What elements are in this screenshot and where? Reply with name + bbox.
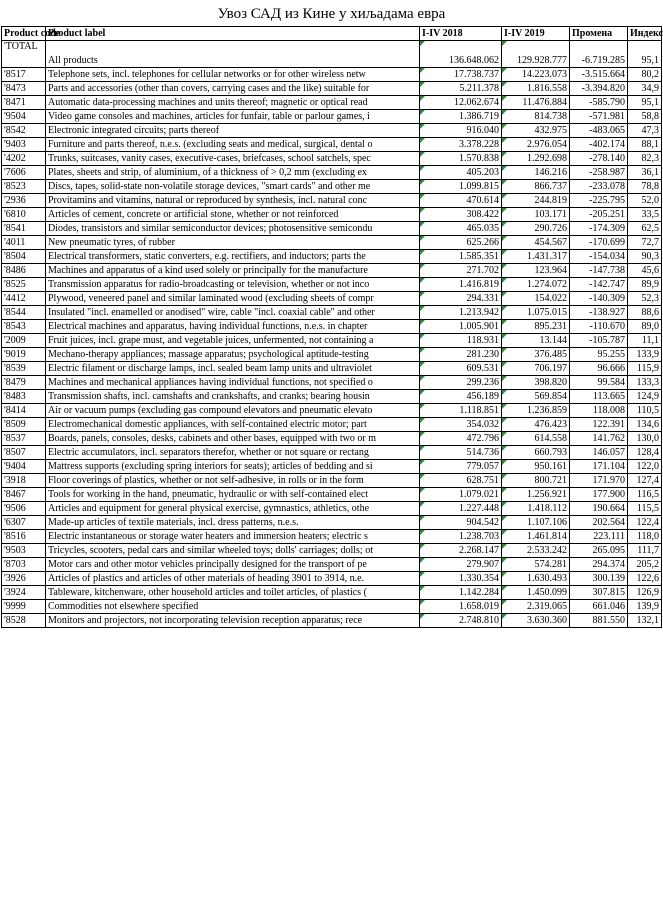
header-index[interactable]: Индекс [628,27,662,41]
table-row [2,348,662,362]
change-cell[interactable]: -110.670 [570,320,628,334]
table-row [2,68,662,82]
label-cell[interactable]: Discs, tapes, solid-state non-volatile storage devices, "smart cards" and other me [46,180,420,194]
value-2019-cell[interactable]: 706.197 [502,362,570,376]
value-2018-cell[interactable]: 1.238.703 [420,530,502,544]
table-row [2,110,662,124]
index-cell[interactable]: 11,1 [628,334,662,348]
code-cell[interactable]: '8544 [2,306,46,320]
change-cell[interactable]: 202.564 [570,516,628,530]
value-2019-cell[interactable]: 244.819 [502,194,570,208]
value-2019-cell[interactable]: 614.558 [502,432,570,446]
value-2019-cell[interactable]: 895.231 [502,320,570,334]
value-2018-cell[interactable]: 456.189 [420,390,502,404]
table-row [2,250,662,264]
change-cell[interactable]: 294.374 [570,558,628,572]
index-cell[interactable]: 139,9 [628,600,662,614]
value-2018-cell[interactable]: 470.614 [420,194,502,208]
value-2018-cell[interactable]: 1.416.819 [420,278,502,292]
table-row [2,558,662,572]
index-cell[interactable]: 122,6 [628,572,662,586]
change-cell[interactable]: -483.065 [570,124,628,138]
value-2018-cell[interactable]: 294.331 [420,292,502,306]
label-cell[interactable]: Electric filament or discharge lamps, incl. sealed beam lamp units and ultraviolet [46,362,420,376]
table-row [2,544,662,558]
index-cell[interactable]: 118,0 [628,530,662,544]
change-cell[interactable]: -170.699 [570,236,628,250]
table-row [2,502,662,516]
value-2018-cell[interactable]: 1.118.851 [420,404,502,418]
table-row [2,572,662,586]
change-cell[interactable]: -154.034 [570,250,628,264]
value-2018-cell[interactable]: 354.032 [420,418,502,432]
change-cell[interactable]: 171.104 [570,460,628,474]
value-2019-cell[interactable]: 1.256.921 [502,488,570,502]
change-cell[interactable]: -225.795 [570,194,628,208]
index-cell[interactable]: 126,9 [628,586,662,600]
label-cell[interactable]: Electrical machines and apparatus, having individual functions, n.e.s. in chapter [46,320,420,334]
value-2019-cell[interactable]: 454.567 [502,236,570,250]
value-2019-cell[interactable]: 1.236.859 [502,404,570,418]
value-2018-cell[interactable]: 916.040 [420,124,502,138]
change-cell[interactable]: -571.981 [570,110,628,124]
code-cell[interactable]: '2936 [2,194,46,208]
index-cell[interactable]: 80,2 [628,68,662,82]
table-row [2,138,662,152]
value-2019-cell[interactable]: 13.144 [502,334,570,348]
value-2019-cell[interactable]: 1.450.099 [502,586,570,600]
value-2019-cell[interactable]: 476.423 [502,418,570,432]
index-cell[interactable]: 78,8 [628,180,662,194]
change-cell[interactable]: 190.664 [570,502,628,516]
value-2018-cell[interactable]: 1.585.351 [420,250,502,264]
value-2018-cell[interactable]: 1.099.815 [420,180,502,194]
index-cell[interactable]: 62,5 [628,222,662,236]
index-cell[interactable]: 110,5 [628,404,662,418]
table-row [2,600,662,614]
value-2018-cell[interactable]: 628.751 [420,474,502,488]
label-cell[interactable]: Motor cars and other motor vehicles principally designed for the transport of pe [46,558,420,572]
value-2019-cell[interactable]: 432.975 [502,124,570,138]
value-2018-cell[interactable]: 609.531 [420,362,502,376]
code-cell[interactable]: '6307 [2,516,46,530]
label-cell[interactable]: Telephone sets, incl. telephones for cellular networks or for other wireless netw [46,68,420,82]
table-row [2,418,662,432]
code-cell[interactable]: '8528 [2,614,46,628]
value-2019-cell[interactable]: 800.721 [502,474,570,488]
code-cell[interactable]: '8509 [2,418,46,432]
value-2019-cell[interactable]: 1.274.072 [502,278,570,292]
import-table [1,26,662,628]
label-cell[interactable]: Made-up articles of textile materials, incl. dress patterns, n.e.s. [46,516,420,530]
code-cell[interactable]: '8483 [2,390,46,404]
value-2019-cell[interactable]: 1.292.698 [502,152,570,166]
table-row [2,614,662,628]
code-cell[interactable]: '8539 [2,362,46,376]
label-cell[interactable]: Air or vacuum pumps (excluding gas compound elevators and pneumatic elevato [46,404,420,418]
code-cell[interactable]: '9504 [2,110,46,124]
label-cell[interactable]: Plywood, veneered panel and similar laminated wood (excluding sheets of compr [46,292,420,306]
label-cell[interactable]: Articles and equipment for general physical exercise, gymnastics, athletics, othe [46,502,420,516]
code-cell[interactable]: '8507 [2,446,46,460]
label-cell[interactable]: Fruit juices, incl. grape must, and vegetable juices, unfermented, not containing a [46,334,420,348]
index-cell[interactable]: 95,1 [628,41,662,68]
index-cell[interactable]: 52,3 [628,292,662,306]
change-cell[interactable]: -140.309 [570,292,628,306]
value-2018-cell[interactable]: 5.211.378 [420,82,502,96]
value-2019-cell[interactable]: 1.816.558 [502,82,570,96]
value-2018-cell[interactable]: 2.268.147 [420,544,502,558]
change-cell[interactable]: 265.095 [570,544,628,558]
value-2018-cell[interactable]: 779.057 [420,460,502,474]
value-2018-cell[interactable]: 1.213.942 [420,306,502,320]
label-cell[interactable]: Electrical transformers, static converters, e.g. rectifiers, and inductors; parts the [46,250,420,264]
code-cell[interactable]: '3926 [2,572,46,586]
index-cell[interactable]: 89,0 [628,320,662,334]
index-cell[interactable]: 205,2 [628,558,662,572]
label-cell[interactable]: Provitamins and vitamins, natural or reproduced by synthesis, incl. natural conc [46,194,420,208]
code-cell[interactable]: '3924 [2,586,46,600]
value-2018-cell[interactable]: 1.658.019 [420,600,502,614]
index-cell[interactable]: 133,9 [628,348,662,362]
code-cell[interactable]: '8471 [2,96,46,110]
code-cell[interactable]: '8479 [2,376,46,390]
value-2018-cell[interactable]: 625.266 [420,236,502,250]
code-cell[interactable]: 'TOTAL [2,41,46,68]
header-row [2,27,662,41]
index-cell[interactable]: 111,7 [628,544,662,558]
change-cell[interactable]: -233.078 [570,180,628,194]
value-2018-cell[interactable]: 465.035 [420,222,502,236]
table-row [2,530,662,544]
change-cell[interactable]: 99.584 [570,376,628,390]
table-row [2,362,662,376]
code-cell[interactable]: '7606 [2,166,46,180]
header-i-iv-2018[interactable]: I-IV 2018 [420,27,502,41]
index-cell[interactable]: 133,3 [628,376,662,390]
table-row [2,166,662,180]
code-cell[interactable]: '9403 [2,138,46,152]
table-row [2,124,662,138]
value-2018-cell[interactable]: 1.005.901 [420,320,502,334]
value-2019-cell[interactable]: 569.854 [502,390,570,404]
table-row [2,488,662,502]
label-cell[interactable]: Tricycles, scooters, pedal cars and similar wheeled toys; dolls' carriages; dolls; ot [46,544,420,558]
code-cell[interactable]: '8517 [2,68,46,82]
table-row [2,320,662,334]
header-product-code[interactable]: Product code [2,27,46,41]
index-cell[interactable]: 115,9 [628,362,662,376]
label-cell[interactable]: Transmission apparatus for radio-broadcasting or television, whether or not inco [46,278,420,292]
value-2019-cell[interactable]: 2.533.242 [502,544,570,558]
value-2019-cell[interactable]: 11.476.884 [502,96,570,110]
label-cell[interactable]: Articles of cement, concrete or artificial stone, whether or not reinforced [46,208,420,222]
label-cell[interactable]: Plates, sheets and strip, of aluminium, of a thickness of > 0,2 mm (excluding ex [46,166,420,180]
label-cell[interactable]: Mechano-therapy appliances; massage apparatus; psychological aptitude-testing [46,348,420,362]
label-cell[interactable]: Tableware, kitchenware, other household articles and toilet articles, of plastics ( [46,586,420,600]
header-product-label[interactable]: Product label [46,27,420,41]
value-2018-cell[interactable]: 1.227.448 [420,502,502,516]
value-2019-cell[interactable]: 376.485 [502,348,570,362]
index-cell[interactable]: 36,1 [628,166,662,180]
code-cell[interactable]: '8414 [2,404,46,418]
table-row [2,96,662,110]
change-cell[interactable]: -3.515.664 [570,68,628,82]
label-cell[interactable]: Electric accumulators, incl. separators therefor, whether or not square or rectang [46,446,420,460]
label-cell[interactable]: Transmission shafts, incl. camshafts and crankshafts, and cranks; bearing housin [46,390,420,404]
code-cell[interactable]: '9506 [2,502,46,516]
value-2019-cell[interactable]: 123.964 [502,264,570,278]
label-cell[interactable]: Parts and accessories (other than covers, carrying cases and the like) suitable for [46,82,420,96]
code-cell[interactable]: '9404 [2,460,46,474]
index-cell[interactable]: 82,3 [628,152,662,166]
label-cell[interactable]: Furniture and parts thereof, n.e.s. (excluding seats and medical, surgical, dental o [46,138,420,152]
index-cell[interactable]: 122,4 [628,516,662,530]
index-cell[interactable]: 130,0 [628,432,662,446]
value-2018-cell[interactable]: 118.931 [420,334,502,348]
value-2019-cell[interactable]: 146.216 [502,166,570,180]
table-row [2,208,662,222]
value-2018-cell[interactable]: 1.079.021 [420,488,502,502]
label-cell[interactable]: Electromechanical domestic appliances, with self-contained electric motor; part [46,418,420,432]
value-2018-cell[interactable]: 279.907 [420,558,502,572]
change-cell[interactable]: 118.008 [570,404,628,418]
table-row [2,474,662,488]
change-cell[interactable]: -585.790 [570,96,628,110]
label-cell[interactable]: Electronic integrated circuits; parts thereof [46,124,420,138]
label-cell[interactable]: Trunks, suitcases, vanity cases, executive-cases, briefcases, school satchels, spec [46,152,420,166]
value-2018-cell[interactable]: 2.748.810 [420,614,502,628]
change-cell[interactable]: -258.987 [570,166,628,180]
change-cell[interactable]: -278.140 [570,152,628,166]
change-cell[interactable]: -147.738 [570,264,628,278]
change-cell[interactable]: -205.251 [570,208,628,222]
code-cell[interactable]: '6810 [2,208,46,222]
value-2019-cell[interactable]: 3.630.360 [502,614,570,628]
value-2018-cell[interactable]: 1.330.354 [420,572,502,586]
code-cell[interactable]: '8541 [2,222,46,236]
index-cell[interactable]: 132,1 [628,614,662,628]
change-cell[interactable]: 307.815 [570,586,628,600]
value-2019-cell[interactable]: 660.793 [502,446,570,460]
index-cell[interactable]: 45,6 [628,264,662,278]
index-cell[interactable]: 122,0 [628,460,662,474]
change-cell[interactable]: 95.255 [570,348,628,362]
value-2019-cell[interactable]: 866.737 [502,180,570,194]
code-cell[interactable]: '4011 [2,236,46,250]
table-body [2,41,662,628]
value-2018-cell[interactable]: 271.702 [420,264,502,278]
change-cell[interactable]: 300.139 [570,572,628,586]
code-cell[interactable]: '9503 [2,544,46,558]
index-cell[interactable]: 88,1 [628,138,662,152]
table-row [2,516,662,530]
value-2019-cell[interactable]: 1.630.493 [502,572,570,586]
value-2019-cell[interactable]: 290.726 [502,222,570,236]
change-cell[interactable]: -142.747 [570,278,628,292]
value-2019-cell[interactable]: 814.738 [502,110,570,124]
label-cell[interactable]: Machines and mechanical appliances having individual functions, not specified o [46,376,420,390]
label-cell[interactable]: Insulated "incl. enamelled or anodised" wire, cable "incl. coaxial cable" and other [46,306,420,320]
value-2019-cell[interactable]: 154.022 [502,292,570,306]
page-title: Увоз САД из Кине у хиљадама евра [217,6,446,22]
change-cell[interactable]: 661.046 [570,600,628,614]
table-row [2,390,662,404]
code-cell[interactable]: '9999 [2,600,46,614]
change-cell[interactable]: 122.391 [570,418,628,432]
index-cell[interactable]: 88,6 [628,306,662,320]
value-2019-cell[interactable]: 14.223.073 [502,68,570,82]
table-row [2,432,662,446]
value-2019-cell[interactable]: 398.820 [502,376,570,390]
index-cell[interactable]: 128,4 [628,446,662,460]
table-row [2,236,662,250]
value-2019-cell[interactable]: 574.281 [502,558,570,572]
label-cell[interactable]: Floor coverings of plastics, whether or not self-adhesive, in rolls or in the form [46,474,420,488]
table-row [2,82,662,96]
code-cell[interactable]: '8486 [2,264,46,278]
code-cell[interactable]: '4412 [2,292,46,306]
change-cell[interactable]: -174.309 [570,222,628,236]
index-cell[interactable]: 90,3 [628,250,662,264]
label-cell[interactable]: Machines and apparatus of a kind used solely or principally for the manufacture [46,264,420,278]
value-2018-cell[interactable]: 1.142.284 [420,586,502,600]
label-cell[interactable]: Boards, panels, consoles, desks, cabinets and other bases, equipped with two or m [46,432,420,446]
value-2018-cell[interactable]: 904.542 [420,516,502,530]
index-cell[interactable]: 127,4 [628,474,662,488]
change-cell[interactable]: -3.394.820 [570,82,628,96]
index-cell[interactable]: 34,9 [628,82,662,96]
change-cell[interactable]: -402.174 [570,138,628,152]
code-cell[interactable]: '8523 [2,180,46,194]
label-cell[interactable]: Articles of plastics and articles of other materials of heading 3901 to 3914, n.e. [46,572,420,586]
index-cell[interactable]: 116,5 [628,488,662,502]
change-cell[interactable]: -6.719.285 [570,41,628,68]
change-cell[interactable]: 141.762 [570,432,628,446]
code-cell[interactable]: '9019 [2,348,46,362]
value-2019-cell[interactable]: 1.075.015 [502,306,570,320]
change-cell[interactable]: 223.111 [570,530,628,544]
index-cell[interactable]: 33,5 [628,208,662,222]
value-2018-cell[interactable]: 514.736 [420,446,502,460]
table-row [2,152,662,166]
label-cell[interactable]: All products [46,41,420,68]
index-cell[interactable]: 134,6 [628,418,662,432]
table-row [2,586,662,600]
code-cell[interactable]: '8504 [2,250,46,264]
change-cell[interactable]: 177.900 [570,488,628,502]
index-cell[interactable]: 52,0 [628,194,662,208]
label-cell[interactable]: Automatic data-processing machines and units thereof; magnetic or optical read [46,96,420,110]
code-cell[interactable]: '8542 [2,124,46,138]
value-2019-cell[interactable]: 950.161 [502,460,570,474]
code-cell[interactable]: '2009 [2,334,46,348]
value-2018-cell[interactable]: 17.738.737 [420,68,502,82]
value-2018-cell[interactable]: 3.378.228 [420,138,502,152]
index-cell[interactable]: 58,8 [628,110,662,124]
change-cell[interactable]: -105.787 [570,334,628,348]
code-cell[interactable]: '8473 [2,82,46,96]
change-cell[interactable]: 881.550 [570,614,628,628]
table-row [2,264,662,278]
value-2018-cell[interactable]: 1.570.838 [420,152,502,166]
value-2018-cell[interactable]: 136.648.062 [420,41,502,68]
code-cell[interactable]: '8467 [2,488,46,502]
table-row [2,180,662,194]
value-2019-cell[interactable]: 1.431.317 [502,250,570,264]
label-cell[interactable]: Electric instantaneous or storage water heaters and immersion heaters; electric s [46,530,420,544]
label-cell[interactable]: Tools for working in the hand, pneumatic, hydraulic or with self-contained elect [46,488,420,502]
code-cell[interactable]: '8703 [2,558,46,572]
value-2018-cell[interactable]: 281.230 [420,348,502,362]
value-2019-cell[interactable]: 103.171 [502,208,570,222]
label-cell[interactable]: Mattress supports (excluding spring interiors for seats); articles of bedding and si [46,460,420,474]
value-2019-cell[interactable]: 2.319.065 [502,600,570,614]
index-cell[interactable]: 115,5 [628,502,662,516]
table-row [2,460,662,474]
change-cell[interactable]: 113.665 [570,390,628,404]
table-row [2,222,662,236]
index-cell[interactable]: 124,9 [628,390,662,404]
code-cell[interactable]: '8516 [2,530,46,544]
value-2018-cell[interactable]: 308.422 [420,208,502,222]
change-cell[interactable]: 146.057 [570,446,628,460]
index-cell[interactable]: 47,3 [628,124,662,138]
header-change[interactable]: Промена [570,27,628,41]
table-row [2,334,662,348]
code-cell[interactable]: '4202 [2,152,46,166]
label-cell[interactable]: Monitors and projectors, not incorporating television reception apparatus; rece [46,614,420,628]
label-cell[interactable]: Commodities not elsewhere specified [46,600,420,614]
value-2018-cell[interactable]: 12.062.674 [420,96,502,110]
code-cell[interactable]: '8537 [2,432,46,446]
code-cell[interactable]: '8525 [2,278,46,292]
label-cell[interactable]: Video game consoles and machines, articles for funfair, table or parlour games, i [46,110,420,124]
value-2019-cell[interactable]: 1.107.106 [502,516,570,530]
table-row [2,41,662,68]
value-2018-cell[interactable]: 1.386.719 [420,110,502,124]
index-cell[interactable]: 95,1 [628,96,662,110]
value-2019-cell[interactable]: 129.928.777 [502,41,570,68]
table-row [2,404,662,418]
value-2018-cell[interactable]: 405.203 [420,166,502,180]
change-cell[interactable]: -138.927 [570,306,628,320]
value-2018-cell[interactable]: 299.236 [420,376,502,390]
index-cell[interactable]: 72,7 [628,236,662,250]
value-2019-cell[interactable]: 1.418.112 [502,502,570,516]
change-cell[interactable]: 96.666 [570,362,628,376]
label-cell[interactable]: New pneumatic tyres, of rubber [46,236,420,250]
code-cell[interactable]: '8543 [2,320,46,334]
table-row [2,446,662,460]
value-2019-cell[interactable]: 2.976.054 [502,138,570,152]
table-row [2,376,662,390]
table-row [2,194,662,208]
value-2019-cell[interactable]: 1.461.814 [502,530,570,544]
table-row [2,292,662,306]
value-2018-cell[interactable]: 472.796 [420,432,502,446]
header-i-iv-2019[interactable]: I-IV 2019 [502,27,570,41]
table-row [2,306,662,320]
label-cell[interactable]: Diodes, transistors and similar semiconductor devices; photosensitive semicondu [46,222,420,236]
table-row [2,278,662,292]
code-cell[interactable]: '3918 [2,474,46,488]
change-cell[interactable]: 171.970 [570,474,628,488]
index-cell[interactable]: 89,9 [628,278,662,292]
